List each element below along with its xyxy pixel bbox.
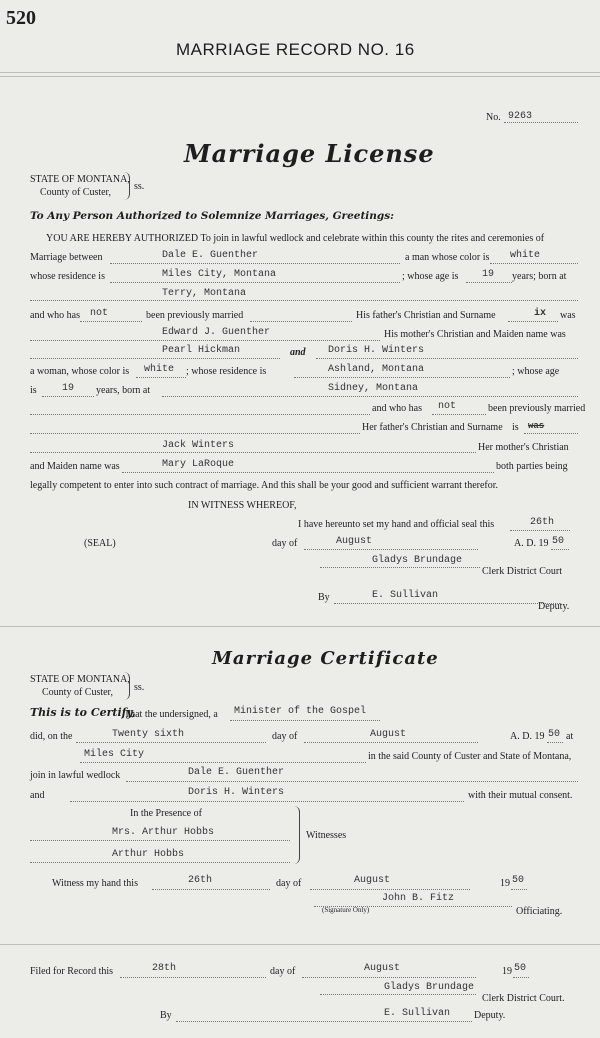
cert-did-on: did, on the [30,731,73,742]
cert-groom: Dale E. Guenther [188,767,285,778]
her-father-blank-line [30,433,360,434]
his-father-label: His father's Christian and Surname [356,310,496,321]
bride-age: 19 [62,383,75,394]
cert-certify: This is to Certify, [30,706,136,719]
cert-day-text: Twenty sixth [112,729,185,740]
is-word: is [30,385,37,396]
years-born-label: years; born at [512,271,567,282]
groom-father: Edward J. Guenther [162,327,271,338]
bride-color-line [136,377,186,378]
license-state: STATE OF MONTANA, [30,174,130,185]
groom-mother: Pearl Hickman [162,345,241,356]
cert-day-line [76,742,266,743]
bride-age-line [42,396,94,397]
cert-hand-month: August [354,875,391,886]
groom-not: not [90,308,109,319]
cert-state: STATE OF MONTANA, [30,674,130,685]
filed-deputy-title: Deputy. [474,1010,506,1021]
cert-ad: A. D. 19 [510,731,545,742]
license-no-label: No. [486,112,501,123]
woman-color-label: a woman, whose color is [30,366,130,377]
cert-presence: In the Presence of [130,808,202,819]
license-ad: A. D. 19 [514,538,549,549]
deputy-name: E. Sullivan [372,590,439,601]
filed-month: August [364,963,401,974]
cert-hand-year-line [511,889,527,890]
filed-deputy-line [176,1021,472,1022]
license-county: County of Custer, [40,187,111,198]
filed-clerk-title: Clerk District Court. [482,993,565,1004]
cert-ss: ss. [134,682,145,693]
cert-officiant: John B. Fitz [382,893,455,904]
witness1-line [30,840,290,841]
bride-father-line [30,452,476,453]
groom-age: 19 [482,269,495,280]
seal-day-line [510,530,570,531]
cert-county: County of Custer, [42,687,113,698]
groom-birthplace: Terry, Montana [162,288,247,299]
clerk-name: Gladys Brundage [372,555,463,566]
cert-place: Miles City [84,749,145,760]
license-brace [124,172,130,200]
bride-blank-line [30,414,370,415]
seal-label: (SEAL) [84,538,116,549]
bride-years-born-label: years, born at [96,385,151,396]
filed-day: 28th [152,963,177,974]
witness-whereof: IN WITNESS WHEREOF, [188,500,297,511]
bride-not: not [438,401,457,412]
record-header: MARRIAGE RECORD NO. 16 [176,40,415,59]
cert-groom-line [126,781,578,782]
license-title: Marriage License [184,139,435,168]
groom-birthplace-line [30,300,578,301]
license-day-of: day of [272,538,298,549]
groom-age-line [466,282,512,283]
groom-name: Dale E. Guenther [162,250,259,261]
cert-month: August [370,729,407,740]
bride-residence: Ashland, Montana [328,364,425,375]
and-word: and [290,347,306,358]
cert-role-line [230,720,380,721]
previously-married-label: been previously married [146,310,244,321]
deputy-title: Deputy. [538,601,570,612]
cert-witness-hand: Witness my hand this [52,878,138,889]
certificate-title: Marriage Certificate [212,648,439,669]
cert-hand-month-line [310,889,470,890]
and-who-has-label: and who has [30,310,80,321]
bride-father-mark: was [528,421,545,431]
bride-previously-label: been previously married [488,403,586,414]
groom-color-line [490,263,578,264]
groom-name-line [110,263,400,264]
bride-not-line [432,414,486,415]
cert-brace [124,672,130,700]
filed-deputy-name: E. Sullivan [384,1008,451,1019]
bride-name: Doris H. Winters [328,345,425,356]
groom-father-mark-line [508,321,558,322]
filed-clerk-line [320,994,476,995]
cert-hand-year-prefix: 19 [500,878,510,889]
witness-brace [294,806,300,864]
license-no-value: 9263 [508,111,533,122]
filed-day-of: day of [270,966,296,977]
license-ss: ss. [134,181,145,192]
page-number: 520 [6,7,36,29]
cert-witness1: Mrs. Arthur Hobbs [112,827,215,838]
is-word-2: is [512,422,519,433]
filed-day-line [120,977,266,978]
license-greeting: To Any Person Authorized to Solemnize Marriages, Greetings: [30,210,395,222]
groom-father-line [30,340,380,341]
cert-witness2: Arthur Hobbs [112,849,185,860]
was-label: was [560,310,576,321]
clerk-title: Clerk District Court [482,566,562,577]
cert-day-of: day of [272,731,298,742]
bride-color: white [144,364,175,375]
license-month: August [336,536,373,547]
filed-month-line [302,977,476,978]
residence-label: whose residence is [30,271,105,282]
header-divider-2 [0,76,600,77]
license-by: By [318,592,330,603]
license-line1: YOU ARE HEREBY AUTHORIZED To join in lawful wedlock and celebrate within this county the rites and ceremonies of [46,233,545,244]
section-divider [0,626,600,627]
cert-bride: Doris H. Winters [188,787,285,798]
bride-mother-line [122,472,494,473]
cert-hand-day-of: day of [276,878,302,889]
cert-at: at [566,731,574,742]
bride-residence-label: ; whose residence is [186,366,267,377]
groom-residence: Miles City, Montana [162,269,277,280]
cert-and-label: and [30,790,45,801]
bride-mother: Mary LaRoque [162,459,235,470]
his-mother-label: His mother's Christian and Maiden name was [384,329,566,340]
groom-color: white [510,250,541,261]
section-divider-2 [0,944,600,945]
both-parties-label: both parties being [496,461,568,472]
cert-officiating: Officiating. [516,906,563,917]
seal-day: 26th [530,517,555,528]
header-divider [0,72,600,73]
her-mother-label: Her mother's Christian [478,442,569,453]
filed-year-line [513,977,529,978]
groom-not-line [80,321,142,322]
hand-seal-label: I have hereunto set my hand and official seal this [298,519,495,530]
filed-year-prefix: 19 [502,966,512,977]
bride-who-has-label: and who has [372,403,422,414]
groom-residence-line [110,282,400,283]
groom-mother-line [30,358,280,359]
deputy-line [334,603,560,604]
bride-birthplace: Sidney, Montana [328,383,419,394]
license-month-line [304,549,478,550]
cert-year: 50 [548,729,561,740]
bride-father-mark-line [524,433,578,434]
previously-married-fill [250,321,352,322]
maiden-name-label: and Maiden name was [30,461,120,472]
bride-birthplace-line [162,396,578,397]
cert-join-label: join in lawful wedlock [30,770,121,781]
bride-residence-line [294,377,510,378]
filed-clerk-name: Gladys Brundage [384,982,475,993]
cert-hand-year: 50 [512,875,525,886]
cert-year-line [547,742,563,743]
cert-hand-day: 26th [188,875,213,886]
license-year-line [551,549,569,550]
cert-in-county: in the said County of Custer and State of Montana, [368,751,572,762]
bride-father: Jack Winters [162,440,235,451]
her-father-label: Her father's Christian and Surname [362,422,503,433]
man-color-label: a man whose color is [405,252,490,263]
filed-by: By [160,1010,172,1021]
marriage-between-label: Marriage between [30,252,103,263]
groom-father-mark: ix [534,308,547,319]
legally-competent-text: legally competent to enter into such contract of marriage. And this shall be your good and sufficient warrant therefor. [30,480,499,491]
filed-label: Filed for Record this [30,966,114,977]
cert-signature-only: (Signature Only) [322,906,370,914]
cert-hand-day-line [152,889,270,890]
clerk-line [320,567,480,568]
cert-witnesses-label: Witnesses [306,830,347,841]
age-label: ; whose age is [402,271,459,282]
cert-place-line [80,762,366,763]
cert-bride-line [70,801,464,802]
cert-officiant-role: Minister of the Gospel [234,706,367,717]
cert-undersigned: That the undersigned, a [124,709,218,720]
cert-month-line [304,742,478,743]
witness2-line [30,862,290,863]
license-year: 50 [552,536,565,547]
filed-year: 50 [514,963,527,974]
cert-consent: with their mutual consent. [468,790,573,801]
bride-name-line [316,358,578,359]
bride-age-label: ; whose age [512,366,560,377]
